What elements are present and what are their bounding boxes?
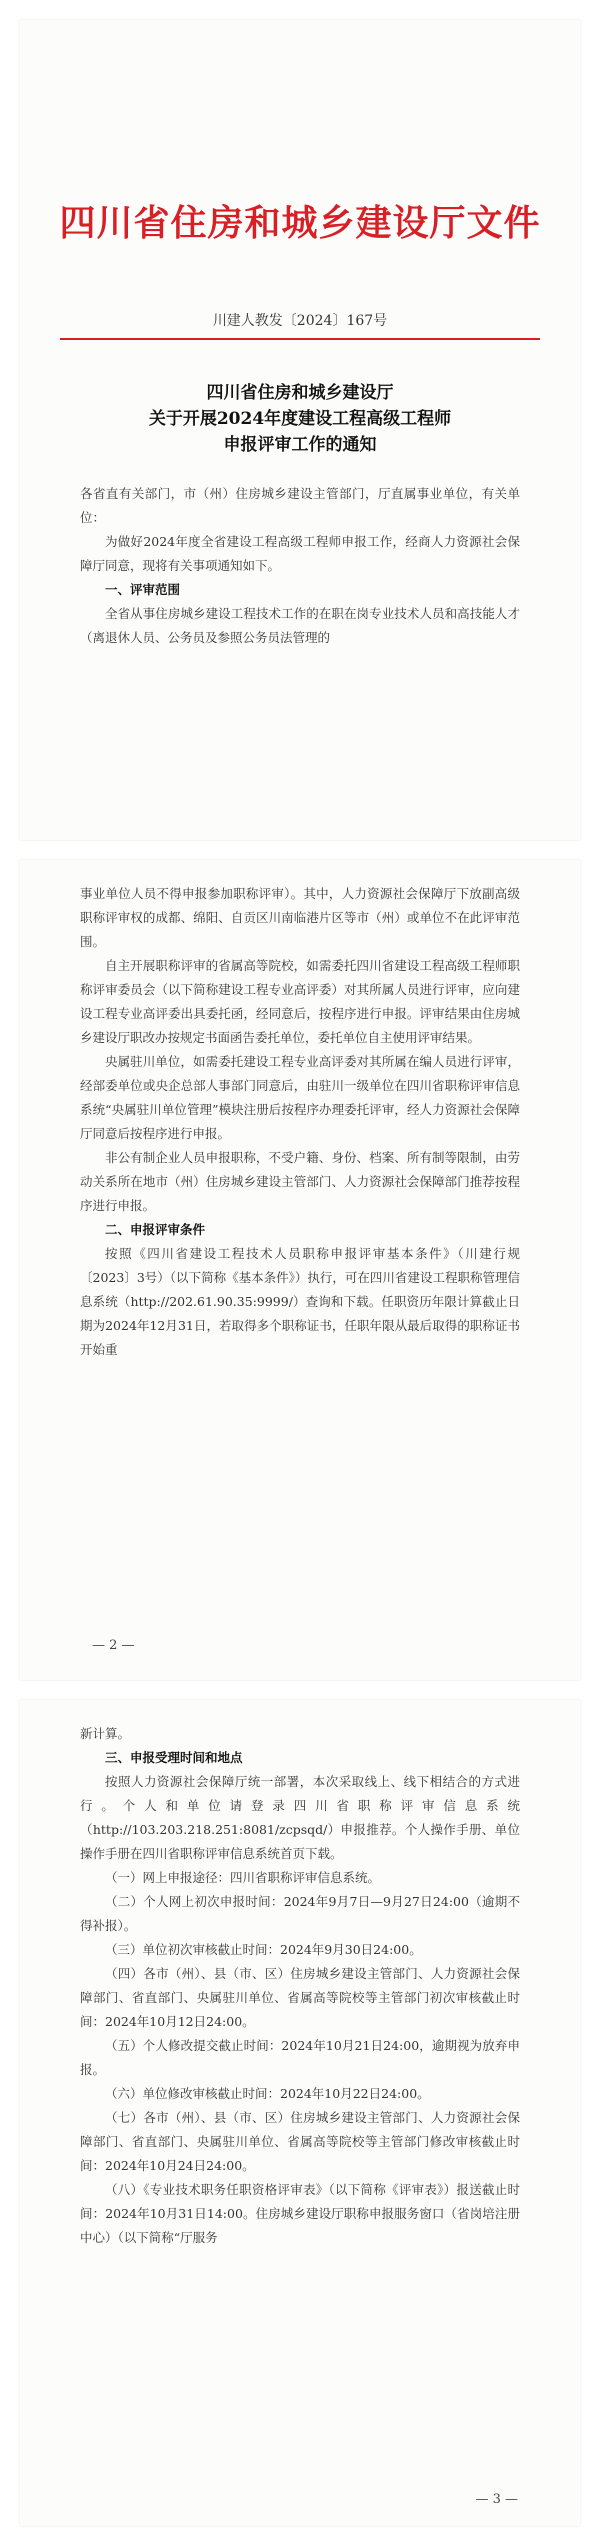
red-divider-line: [60, 338, 540, 340]
notice-title-line-3: 申报评审工作的通知: [223, 435, 377, 455]
list-item: （五）个人修改提交截止时间：2024年10月21日24:00，逾期视为放弃申报。: [80, 2038, 520, 2077]
list-item: （四）各市（州）、县（市、区）住房城乡建设主管部门、人力资源社会保障部门、省直部门、央属驻川单位、省属高等院校等主管部门初次审核截止时间：2024年10月12日24:00。: [80, 1966, 520, 2029]
document-number: 川建人教发〔2024〕167号: [212, 313, 388, 329]
paragraph: 非公有制企业人员申报职称，不受户籍、身份、档案、所有制等限制，由劳动关系所在地市（州）住房城乡建设主管部门、人力资源社会保障部门推荐按程序进行申报。: [80, 1150, 520, 1213]
section-1-heading: 一、评审范围: [105, 582, 181, 597]
notice-title-line-1: 四川省住房和城乡建设厅: [206, 383, 394, 403]
intro-paragraph: 为做好2024年度全省建设工程高级工程师申报工作，经商人力资源社会保障厅同意，现将有关事项通知如下。: [80, 534, 520, 573]
list-item: （八）《专业技术职务任职资格评审表》（以下简称《评审表》）报送截止时间：2024年10月31日14:00。住房城乡建设厅职称申报服务窗口（省岗培注册中心）（以下简称“厅服务: [80, 2182, 520, 2245]
list-item: （二）个人网上初次申报时间：2024年9月7日—9月27日24:00（逾期不得补报）。: [80, 1894, 520, 1933]
paragraph: 央属驻川单位，如需委托建设工程专业高评委对其所属在编人员进行评审，经部委单位或央企总部人事部门同意后，由驻川一级单位在四川省职称评审信息系统“央属驻川单位管理”模块注册后按程序办理委托评审，经人力资源社会保障厅同意后按程序进行申报。: [80, 1054, 520, 1141]
paragraph: 按照人力资源社会保障厅统一部署，本次采取线上、线下相结合的方式进行。个人和单位请登录四川省职称评审信息系统（http://103.203.218.251:8081/zcpsqd/）申报推荐。个人操作手册、单位操作手册在四川省职称评审信息系统首页下载。: [80, 1774, 520, 1861]
notice-title: [20, 380, 580, 458]
list-item: （六）单位修改审核截止时间：2024年10月22日24:00。: [105, 2086, 430, 2101]
page3-body: [80, 1722, 520, 2250]
salutation: 各省直有关部门，市（州）住房城乡建设主管部门，厅直属事业单位，有关单位：: [80, 486, 520, 525]
paragraph: 自主开展职称评审的省属高等院校，如需委托四川省建设工程高级工程师职称评审委员会（以下简称建设工程专业高评委）对其所属人员进行评审，应向建设工程专业高评委出具委托函，经同意后，按程序进行申报。评审结果由住房城乡建设厅职改办按规定书面函告委托单位，委托单位自主使用评审结果。: [80, 958, 520, 1045]
notice-title-line-2: 关于开展2024年度建设工程高级工程师: [148, 409, 452, 429]
paragraph: 事业单位人员不得申报参加职称评审）。其中，人力资源社会保障厅下放副高级职称评审权的成都、绵阳、自贡区川南临港片区等市（州）或单位不在此评审范围。: [80, 886, 520, 949]
list-item: （一）网上申报途径：四川省职称评审信息系统。: [105, 1870, 381, 1885]
section-1-paragraph: 全省从事住房城乡建设工程技术工作的在职在岗专业技术人员和高技能人才（离退休人员、公务员及参照公务员法管理的: [80, 606, 520, 645]
page2-body: [80, 882, 520, 1362]
section-3-heading: 三、申报受理时间和地点: [105, 1750, 243, 1765]
document-page-2: [20, 860, 580, 1680]
paragraph: 按照《四川省建设工程技术人员职称申报评审基本条件》（川建行规〔2023〕3号）（以下简称《基本条件》）执行，可在四川省建设工程职称管理信息系统（http://202.61.90.35:9999/）查询和下载。任职资历年限计算截止日期为2024年12月31日，若取得多个职称证书，任职年限从最后取得的职称证书开始重: [80, 1246, 520, 1357]
list-item: （七）各市（州）、县（市、区）住房城乡建设主管部门、人力资源社会保障部门、省直部门、央属驻川单位、省属高等院校等主管部门修改审核截止时间：2024年10月24日24:00。: [80, 2110, 520, 2173]
list-item: （三）单位初次审核截止时间：2024年9月30日24:00。: [105, 1942, 422, 1957]
page-number: — 3 —: [475, 2492, 518, 2507]
paragraph: 新计算。: [80, 1726, 131, 1741]
document-header-title: 四川省住房和城乡建设厅文件: [59, 203, 541, 244]
document-page-1: [20, 20, 580, 840]
section-2-heading: 二、申报评审条件: [105, 1222, 206, 1237]
document-page-3: [20, 1700, 580, 2526]
page1-body: [80, 482, 520, 650]
page-number: — 2 —: [92, 1638, 135, 1653]
